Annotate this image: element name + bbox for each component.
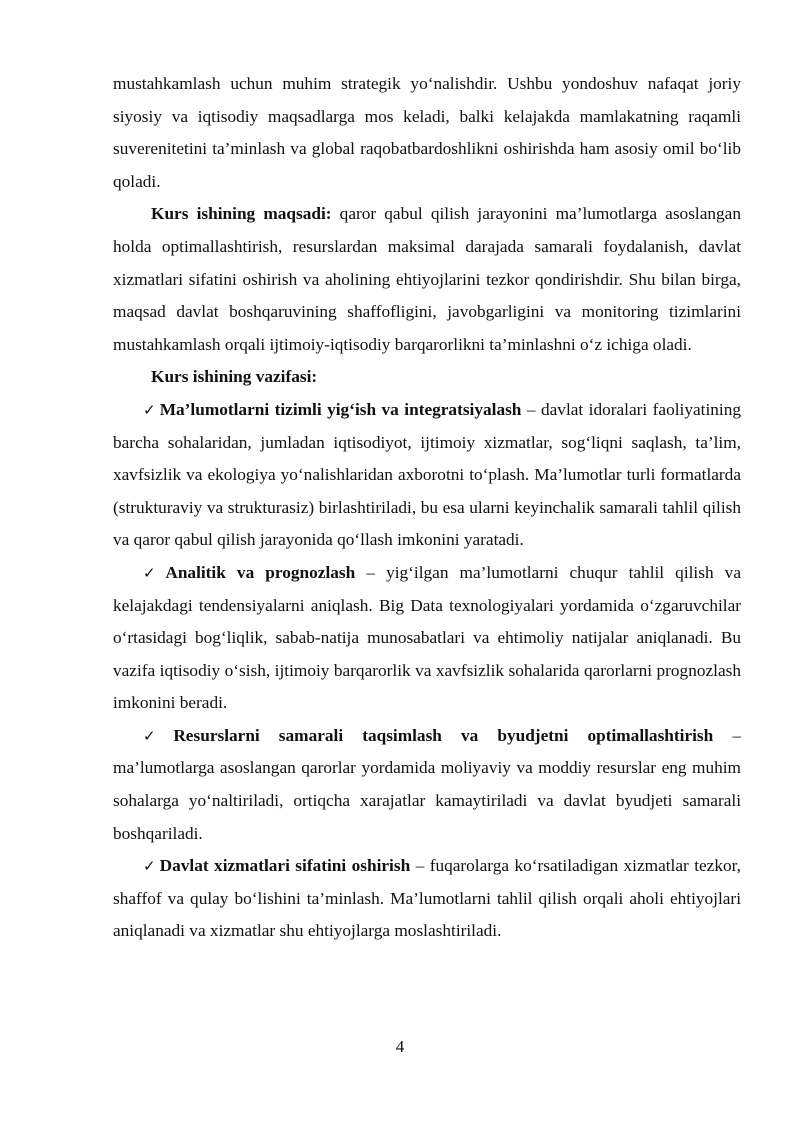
checkmark-icon: ✓ [143,726,171,745]
task-text: – yig‘ilgan ma’lumotlarni chuqur tahlil qilish va kelajakdagi tendensiyalarni aniqlash. Big Data texnologiyalari yordamida o‘zgaruvchilar o‘rtasidagi bog‘liqlik, sabab-natija munosabatlari va ehtimoliy natijalar aniqlanadi. Bu vazifa iqtisodiy o‘sish, ijtimoiy barqarorlik va xavfsizlik sohalarida qarorlarni prognozlash imkonini beradi. [113,562,741,713]
task-title: Davlat xizmatlari sifatini oshirish [159,856,411,876]
task-title: Analitik va prognozlash [165,562,356,582]
checkmark-icon: ✓ [143,563,163,582]
task-text: – davlat idoralari faoliyatining barcha sohalaridan, jumladan iqtisodiyot, ijtimoiy xizmatlar, sog‘liqni saqlash, ta’lim, xavfsizlik va ekologiya yo‘nalishlaridan axborotni to‘plash. Ma’lumotlar turli formatlarda (strukturaviy va strukturasiz) birlashtiriladi, bu esa ularni keyinchalik samarali tahlil qilish va qaror qabul qilish jarayonida qo‘llash imkonini yaratadi. [113,399,741,550]
task-item [113,850,741,948]
task-item [113,720,741,850]
task-text: – ma’lumotlarga asoslangan qarorlar yordamida moliyaviy va moddiy resurslar eng muhim sohalarga yo‘naltiriladi, ortiqcha xarajatlar kamaytiriladi va davlat byudjeti samarali boshqariladi. [113,725,741,843]
goal-text: qaror qabul qilish jarayonini ma’lumotlarga asoslangan holda optimallashtirish, resurslardan maksimal darajada samarali foydalanish, davlat xizmatlari sifatini oshirish va aholining ehtiyojlarini tezkor qondirishdir. Shu bilan birga, maqsad davlat boshqaruvining shaffofligini, javobgarligini va monitoring tizimlarini mustahkamlash orqali ijtimoiy-iqtisodiy barqarorlikni ta’minlashni o‘z ichiga oladi. [113,204,741,354]
page-number: 4 [395,1037,405,1056]
checkmark-icon: ✓ [143,857,157,876]
document-page [113,68,741,948]
task-item [113,557,741,720]
task-title: Ma’lumotlarni tizimli yig‘ish va integratsiyalash [159,399,522,419]
tasks-heading: Kurs ishining vazifasi: [151,367,318,387]
task-title: Resurslarni samarali taqsimlash va byudjetni optimallashtirish [173,725,714,745]
task-text: – fuqarolarga ko‘rsatiladigan xizmatlar tezkor, shaffof va qulay bo‘lishini ta’minlash. Ma’lumotlarni tahlil qilish orqali aholi ehtiyojlari aniqlanadi va xizmatlar shu ehtiyojlarga moslashtiriladi. [113,856,741,941]
goal-label: Kurs ishining maqsadi: [151,204,332,224]
intro-paragraph: mustahkamlash uchun muhim strategik yo‘nalishdir. Ushbu yondoshuv nafaqat joriy siyosiy va iqtisodiy maqsadlarga mos keladi, balki kelajakda mamlakatning raqamli suverenitetini ta’minlash va global raqobatbardoshlikni oshirishda ham asosiy omil bo‘lib qoladi. [113,74,741,191]
goal-paragraph [113,198,741,361]
checkmark-icon: ✓ [143,400,157,419]
task-item [113,394,741,557]
